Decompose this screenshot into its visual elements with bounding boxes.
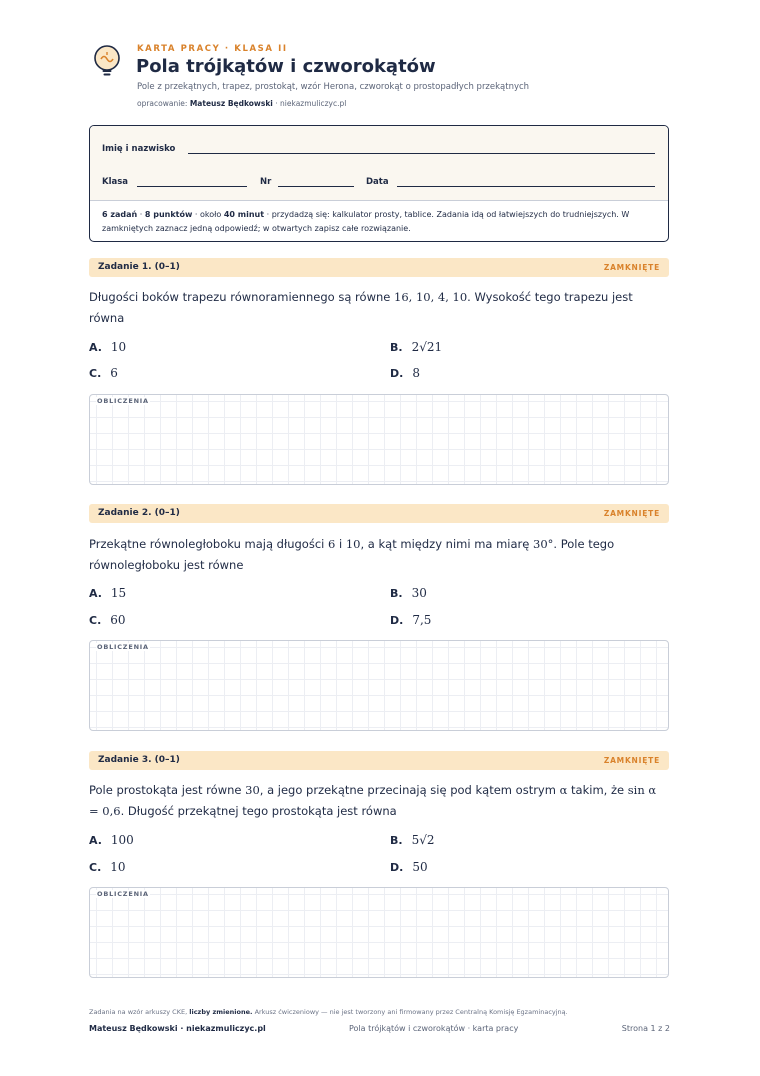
option-value: 50 <box>412 860 428 874</box>
option-letter: B. <box>390 341 403 354</box>
nr-label: Nr <box>260 177 272 187</box>
task-2-question <box>89 534 669 576</box>
option-letter: D. <box>390 861 404 874</box>
info-points: 8 punktów <box>144 210 193 219</box>
option-value: 6 <box>110 366 118 380</box>
task-3-text-a: Pole prostokąta jest równe <box>89 783 246 797</box>
task-1-text-b: . Wysokość tego trapezu jest równa <box>89 290 633 325</box>
date-label: Data <box>366 177 389 187</box>
student-info-card <box>89 125 669 242</box>
option-value: 2√21 <box>411 340 443 354</box>
option-value: 15 <box>110 586 127 600</box>
task-1-text-a: Długości boków trapezu równoramiennego są równe <box>89 290 394 304</box>
task-3-math-3: sin α = 0,6 <box>89 783 657 818</box>
task-2-option-b[interactable] <box>390 586 427 600</box>
task-3-option-b[interactable] <box>390 833 435 847</box>
task-3-question <box>89 780 669 822</box>
student-fields <box>90 126 668 201</box>
option-letter: B. <box>390 834 403 847</box>
option-letter: B. <box>390 587 403 600</box>
footer-author: Mateusz Będkowski · niekazmuliczyc.pl <box>89 1024 266 1033</box>
info-rest: · przydadzą się: kalkulator prosty, tablice. Zadania idą od łatwiejszych do trudniejszych. W zamkniętych zaznacz jedną odpowiedź; w otwartych zapisz całe rozwiązanie. <box>102 210 630 233</box>
worksheet-info <box>102 208 658 236</box>
task-2-option-c[interactable] <box>89 613 126 627</box>
option-value: 100 <box>110 833 134 847</box>
option-value: 8 <box>412 366 420 380</box>
task-3-calculation-area[interactable] <box>89 887 669 978</box>
info-time: 40 minut <box>223 210 265 219</box>
task-1-question <box>89 287 669 329</box>
page-subtitle: Pole z przekątnych, trapez, prostokąt, wzór Herona, czworokąt o prostopadłych przekątnych <box>137 82 530 92</box>
author-prefix: opracowanie: <box>137 99 190 108</box>
task-1-title: Zadanie 1. (0–1) <box>98 262 180 272</box>
author-name: Mateusz Będkowski <box>189 99 273 108</box>
footer-title: Pola trójkątów i czworokątów · karta pracy <box>349 1024 519 1033</box>
task-3-title: Zadanie 3. (0–1) <box>98 755 180 765</box>
name-field[interactable] <box>188 153 655 154</box>
task-1-math: 16, 10, 4, 10 <box>394 290 468 304</box>
task-2-calculation-area[interactable] <box>89 640 669 731</box>
author-suffix: · niekazmuliczyc.pl <box>272 99 347 108</box>
task-2-text-d: . Pole tego równoległoboku jest równe <box>89 537 615 572</box>
calculation-label: OBLICZENIA <box>97 397 149 405</box>
task-2-option-d[interactable] <box>390 613 431 627</box>
class-field[interactable] <box>137 186 247 187</box>
task-3-text-c: takim, że <box>567 783 628 797</box>
option-letter: C. <box>89 367 102 380</box>
task-1-type-badge: ZAMKNIĘTE <box>603 263 660 272</box>
nr-field[interactable] <box>278 186 354 187</box>
footer-note <box>89 1008 568 1016</box>
task-1-header <box>89 258 669 277</box>
task-2-text-c: , a kąt między nimi ma miarę <box>360 537 533 551</box>
task-3-math-2: α <box>559 783 568 797</box>
task-2-math-2: 10 <box>345 537 361 551</box>
author-line <box>137 99 346 108</box>
option-letter: A. <box>89 341 102 354</box>
task-1-option-a[interactable] <box>89 340 126 354</box>
page-title: Pola trójkątów i czworokątów <box>136 56 436 77</box>
calculation-label: OBLICZENIA <box>97 890 149 898</box>
task-2-math-1: 6 <box>328 537 336 551</box>
task-3-option-a[interactable] <box>89 833 134 847</box>
task-3-header <box>89 751 669 770</box>
task-2-text-a: Przekątne równoległoboku mają długości <box>89 537 329 551</box>
calculation-label: OBLICZENIA <box>97 643 149 651</box>
task-1-option-b[interactable] <box>390 340 442 354</box>
option-letter: A. <box>89 834 102 847</box>
option-value: 10 <box>110 340 127 354</box>
class-label: Klasa <box>102 177 129 187</box>
footer-note-b: Arkusz ćwiczeniowy — nie jest tworzony ani firmowany przez Centralną Komisję Egzaminacyjną. <box>252 1008 568 1016</box>
info-time-prefix: · około <box>192 210 224 219</box>
page-number: Strona 1 z 2 <box>621 1024 670 1033</box>
info-separator: · <box>137 210 145 219</box>
worksheet-kicker: KARTA PRACY · KLASA II <box>137 44 288 54</box>
option-letter: D. <box>390 367 404 380</box>
option-value: 30 <box>411 586 427 600</box>
option-letter: A. <box>89 587 102 600</box>
task-2-type-badge: ZAMKNIĘTE <box>603 509 660 518</box>
task-2-math-3: 30° <box>533 537 554 551</box>
task-3-option-c[interactable] <box>89 860 126 874</box>
option-letter: D. <box>390 614 404 627</box>
task-1-option-d[interactable] <box>390 366 420 380</box>
task-3-text-b: , a jego przekątne przecinają się pod kątem ostrym <box>259 783 560 797</box>
date-field[interactable] <box>397 186 655 187</box>
task-1-calculation-area[interactable] <box>89 394 669 485</box>
name-label: Imię i nazwisko <box>102 144 176 154</box>
lightbulb-icon <box>90 44 124 78</box>
task-3-type-badge: ZAMKNIĘTE <box>603 756 660 765</box>
option-letter: C. <box>89 614 102 627</box>
option-value: 5√2 <box>411 833 435 847</box>
task-2-title: Zadanie 2. (0–1) <box>98 508 180 518</box>
task-3-math-1: 30 <box>245 783 260 797</box>
footer-note-bold: liczby zmienione. <box>189 1008 253 1016</box>
footer-note-a: Zadania na wzór arkuszy CKE, <box>89 1008 190 1016</box>
option-value: 10 <box>110 860 126 874</box>
info-tasks: 6 zadań <box>102 210 138 219</box>
task-3-option-d[interactable] <box>390 860 428 874</box>
task-3-text-d: . Długość przekątnej tego prostokąta jest równa <box>120 804 397 818</box>
option-letter: C. <box>89 861 102 874</box>
task-2-header <box>89 504 669 523</box>
option-value: 7,5 <box>412 613 432 627</box>
task-1-option-c[interactable] <box>89 366 118 380</box>
task-2-text-b: i <box>335 537 346 551</box>
option-value: 60 <box>110 613 126 627</box>
task-2-option-a[interactable] <box>89 586 126 600</box>
